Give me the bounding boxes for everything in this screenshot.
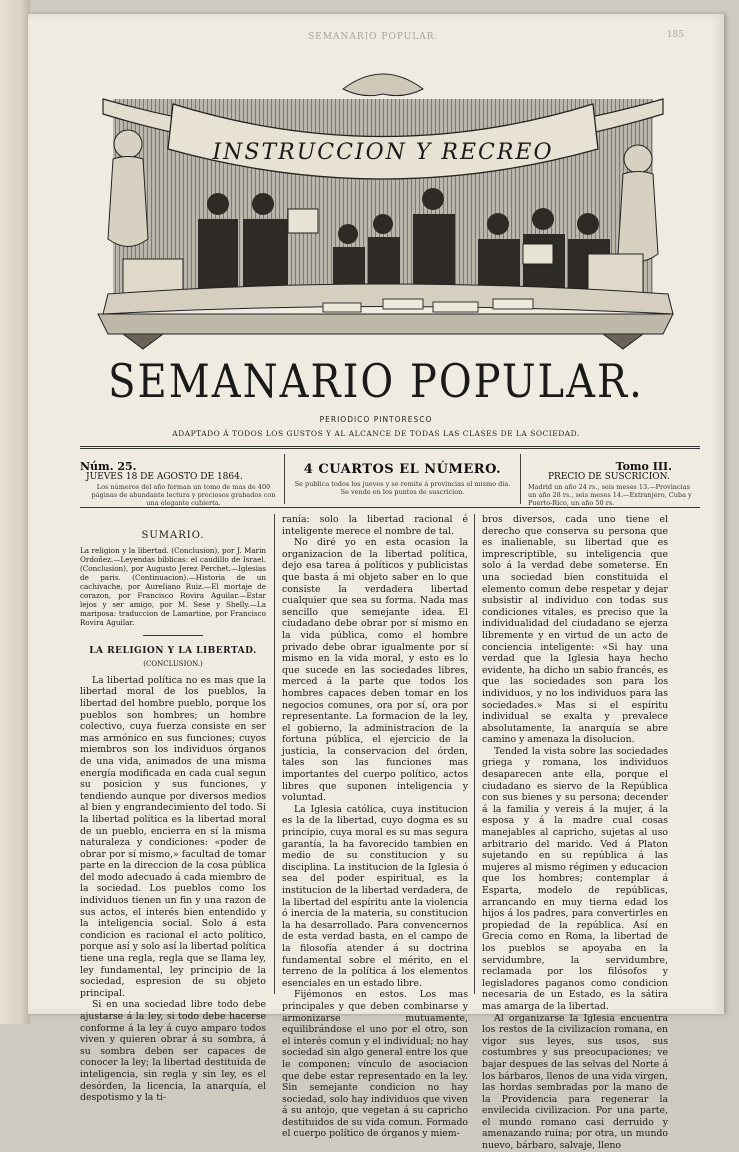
banner-text: INSTRUCCION Y RECREO [212, 140, 554, 165]
column-2 [282, 514, 468, 1140]
paragraph: Fijémonos en estos. Los mas principales y que deben combinarse y armonizarse mutuamente, equilibrándose el uno por el otro, son el interés comun y el individual; no hay sociedad sin algo general entre los que le componen; vínculo de asociacion que debe estar representado en la ley. Sin semejante condicion no hay sociedad, solo hay individuos que viven á su antojo, que vegetan á su capricho destituidos de su vida comun. Formado el cuerpo político de órganos y miem- [282, 989, 468, 1140]
article-title: LA RELIGION Y LA LIBERTAD. [89, 645, 257, 656]
column-separator [474, 514, 475, 994]
info-separator [284, 454, 285, 504]
newspaper-page [28, 14, 724, 1152]
page-left-edge [0, 0, 30, 1024]
summary-text: La religion y la libertad. (Conclusion), por J. Marin Ordoñez.—Leyendas bíblicas: el caudillo de Israel. (Conclusion), por Augusto Jerez Perchet.—Iglesias de paris. (Continuacion).—Historia de un cachivache, por Aureliano Ruiz.—El mortaje de corazon, por Francisco Rovira Aguilar.—Estar lejos y ser amigo, por M. Sese y Shelly.—La mariposa: traduccion de Lamartine, por Francisco Rovira Aguilar. [80, 545, 266, 627]
paragraph: La libertad política no es mas que la libertad moral de los pueblos, la libertad del hombre pueblo, porque los pueblos son hombres; un hombre colectivo, cuya fuerza consiste en ser mas armónico en sus funciones; cuyos miembros son los individuos órganos de una vida, animados de una misma energía modificada en cada cual segun su posicion y sus funciones, y tendiendo aunque por diversos medios al bien y engrandecimiento del todo. Si la libertad política es la libertad moral de un pueblo, encierra en sí la misma naturaleza y condiciones: «poder de obrar por sí mismo,» facultad de tomar parte en la direccion de la cosa pública del modo adecuado á cada miembro de la sociedad. Los pueblos como los individuos tienen un fin y una razon de sus actos, el interés bien entendido y la inteligencia social. Solo á esta condicion es racional el acto político, porque así y solo así la libertad política tiene una regla, regla que se llama ley, ley fundamental, ley principio de la sociedad, espresion de su objeto principal. [80, 674, 266, 999]
subscription-prices: Madrid un año 24 rs., seis meses 13.—Provincias un año 28 rs., seis meses 14.—Extranjero, Cuba y Puerto-Rico, un año 50 rs. [528, 483, 692, 507]
info-bottom-rule [80, 507, 700, 508]
issue-note: Los números del año forman un tomo de mas de 400 páginas de abundante lectura y preciosos grabados con una elegante cubierta. [91, 483, 276, 507]
column-3 [482, 514, 668, 1152]
paragraph: bros diversos, cada uno tiene el derecho que conserva su persona que es inalienable, su libertad que es imprescriptible, su inteligencia que solo á la verdad debe someterse. En una sociedad bien constituida el elemento comun debe respetar y dejar subsistir al individuo con todas sus condiciones vitales, es preciso que la individualidad del ciudadano se ejerza libremente y en virtud de un acto de conciencia inteligente: «Si hay una verdad que la Iglesia haya hecho evidente, ha dicho un sabio francés, es que las sociedades son para los individuos, y no los individuos para las sociedades.» Mas si el espíritu individual se exalta y prevalece absolutamente, la anarquía se abre camino y amenaza la disolucion. [482, 514, 668, 746]
paragraph: No diré yo en esta ocasion la organizacion de la libertad política, dejo esa tarea á políticos y publicistas que basta á mi objeto saber en lo que consiste la verdadera libertad cualquier que sea su forma. Nada mas sencillo que semejante idea. El ciudadano debe obrar por sí mismo en la vida pública, como el hombre privado debe obrar igualmente por sí mismo en la vida moral, y esto es lo que sucede en las sociedades libres, merced á la parte que todos los hombres capaces deben tomar en los negocios comunes, ora por sí, ora por representante. La formacion de la ley, el gobierno, la administracion de la fortuna pública, el ejercicio de la justicia, la conservacion del órden, tales son las funciones mas importantes del cuerpo político, actos libres que suponen inteligencia y voluntad. [282, 537, 468, 804]
issue-date: JUEVES 18 DE AGOSTO DE 1864. [86, 472, 243, 482]
paragraph: Si en una sociedad libre todo debe ajustarse á la ley, si todo debe hacerse conforme á la ley á cuyo amparo todos viven y quieren obrar á su sombra, á su sombra deben ser capaces de conocer la ley; la libertad destituida de inteligencia, sin regla y sin ley, es el desórden, la licencia, la anarquía, el despotismo y la ti- [80, 999, 266, 1104]
paragraph: La Iglesia católica, cuya institucion es la de la libertad, cuyo dogma es su principio, cuya moral es su mas segura garantía, la ha favorecido tambien en medio de su constitucion y su disciplina. La institucion de la Iglesia ó sea del poder espiritual, es la institucion de la libertad verdadera, de la libertad del espíritu ante la violencia ó inercia de la materia, su constitucion la ha desarrollado. Para convencernos de esta verdad basta, en el campo de la filosofía atender á su doctrina fundamental sobre el mérito, en el terreno de la política á los elementos esenciales en un estado libre. [282, 803, 468, 989]
paragraph: Tended la vista sobre las sociedades griega y romana, los individuos desaparecen ante ella, porque el ciudadano es siervo de la República con sus bienes y su persona; decender á la familia y vereis á la mujer, á la esposa y á la madre cual cosas manejables al capricho, sujetas al uso arbitrario del marido. Ved á Platon sujetando en su república á las mujeres al mismo régimen y educacion que los hombres; contemplar á Esparta, modelo de repúblicas, arrancando en muy tierna edad los hijos á los padres, para convertirles en propiedad de la república. Así en Grecia como en Roma, la libertad de los pueblos se apoyaba en la servidumbre, la servidumbre, reclamada por los filósofos y legisladores paganos como condicion necesaria de un Estado, es la sátira mas amarga de la libertad. [482, 745, 668, 1012]
top-rule [80, 446, 700, 449]
info-separator [520, 454, 521, 504]
masthead-title: SEMANARIO POPULAR. [108, 355, 644, 409]
page-number: 185 [666, 30, 684, 40]
masthead-subtitle: PERIODICO PINTORESCO [319, 415, 433, 424]
right-cherub [618, 145, 658, 262]
left-cherub [108, 130, 148, 247]
masthead-engraving [83, 59, 683, 354]
issue-price: 4 CUARTOS EL NÚMERO. [303, 462, 502, 477]
article-subtitle: (CONCLUSION.) [143, 660, 203, 669]
column-separator [274, 514, 275, 994]
summary-title: SUMARIO. [141, 530, 205, 541]
paragraph: Al organizarse la Iglesia encuentra los restos de la civilizacion romana, en vigor sus leyes, sus usos, sus costumbres y sus preocupaciones; ve bajar despues de las selvas del Norte á los bárbaros, llenos de una vida virgen, las hordas sembradas por la mano de la Providencia para regenerar la envilecida civilizacion. Por una parte, el mundo romano casi derruido y amenazando ruina; por otra, un mundo nuevo, bárbaro, salvaje, lleno [482, 1012, 668, 1152]
divider [143, 635, 203, 636]
issue-number: Núm. 25. [80, 460, 137, 473]
subscription-title: PRECIO DE SUSCRICION. [548, 472, 670, 482]
running-head: SEMANARIO POPULAR. [308, 32, 439, 42]
column-1 [80, 514, 266, 1104]
masthead-tagline: ADAPTADO Á TODOS LOS GUSTOS Y AL ALCANCE DE TODAS LAS CLASES DE LA SOCIEDAD. [172, 429, 580, 438]
volume-number: Tomo III. [615, 460, 672, 473]
price-note: Se publica todos los jueves y se remite á provincias el mismo dia. Se vende en los puntos de suscricion. [294, 480, 511, 496]
paragraph: ranía: solo la libertad racional é inteligente merece el nombre de tal. [282, 514, 468, 537]
